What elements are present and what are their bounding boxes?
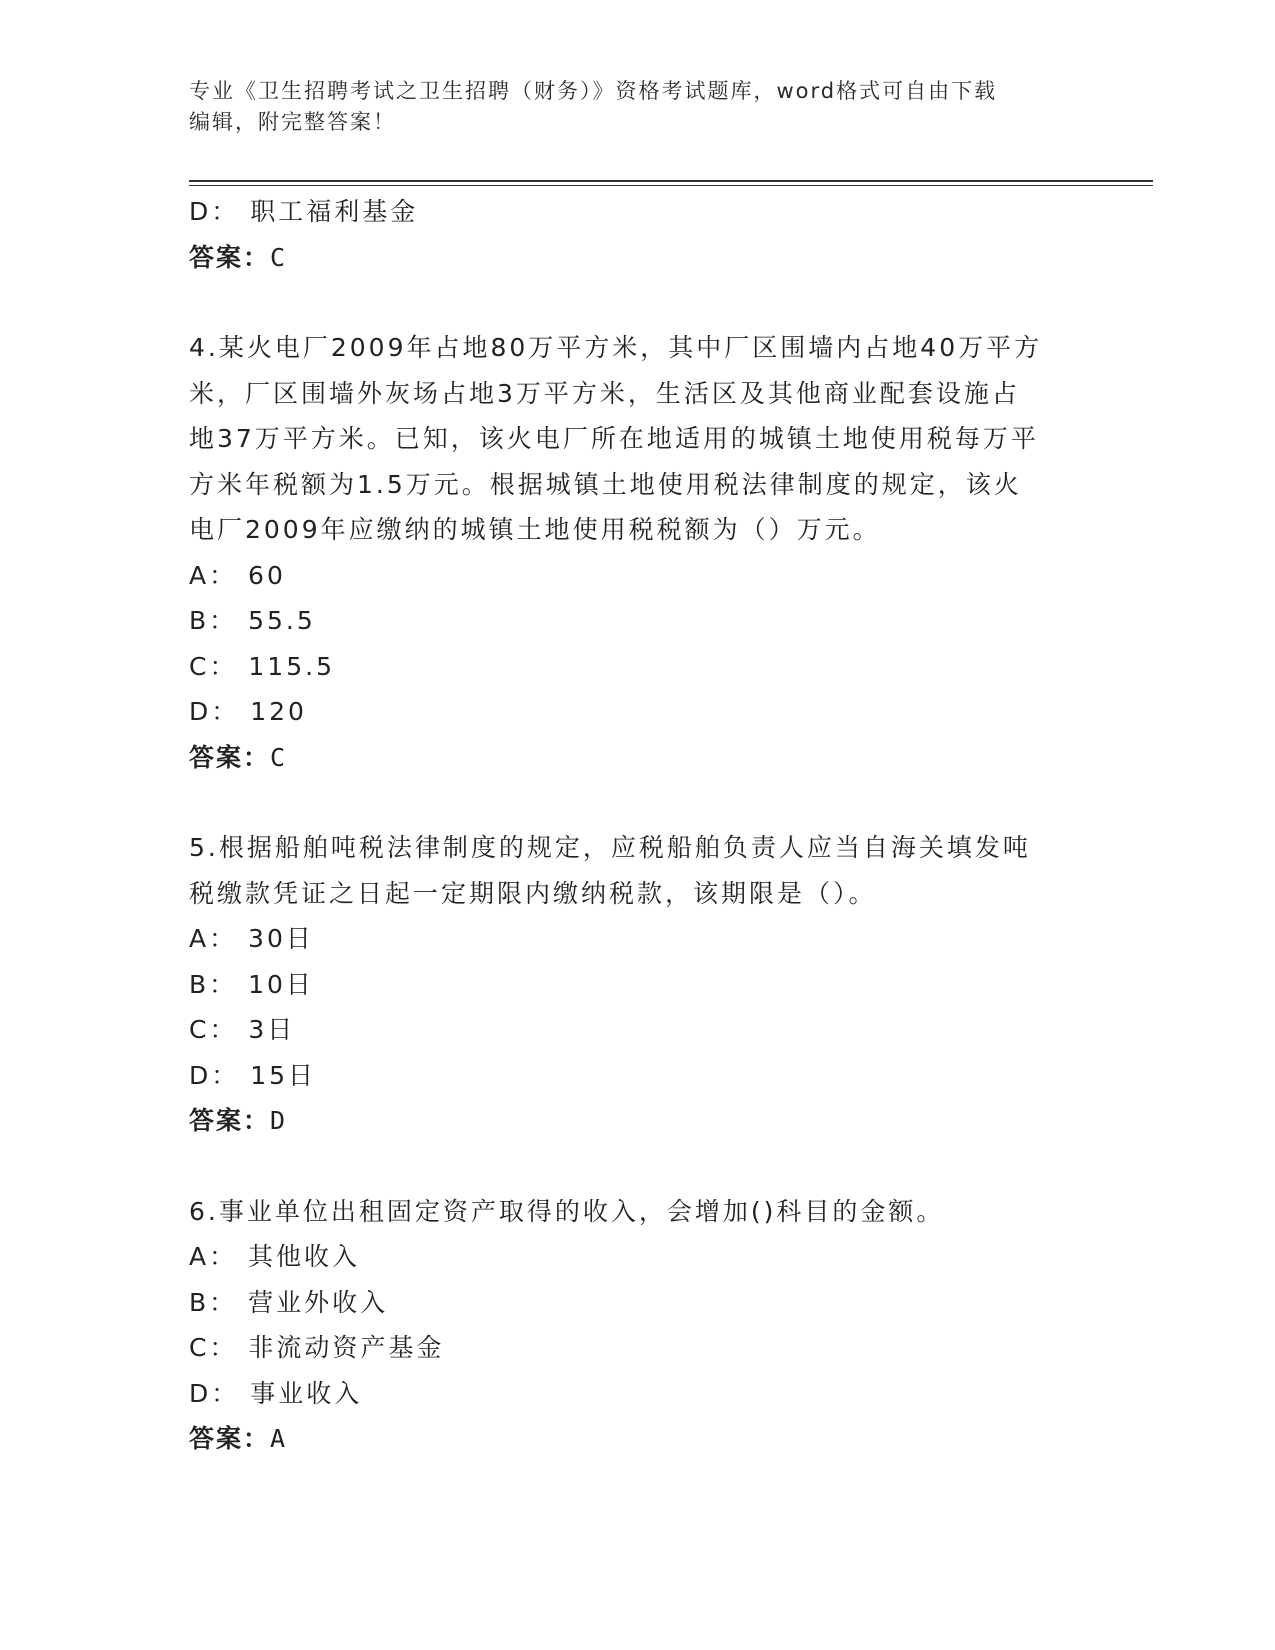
option-a: A： 60 xyxy=(189,560,286,590)
answer-line xyxy=(189,1416,1089,1462)
option-c: C： 非流动资产基金 xyxy=(189,1333,445,1362)
stem-line: 方米年税额为1.5万元。根据城镇土地使用税法律制度的规定，该火 xyxy=(189,469,1022,499)
answer-line xyxy=(189,235,1089,281)
answer-label: 答案： xyxy=(189,742,271,772)
stem-line: 电厂2009年应缴纳的城镇土地使用税税额为（）万元。 xyxy=(189,515,881,544)
answer-label: 答案： xyxy=(189,1424,271,1453)
option-a: A： 其他收入 xyxy=(189,1242,361,1271)
question-stem xyxy=(189,1189,1089,1235)
spacer xyxy=(189,280,1089,325)
option-b: B： 10日 xyxy=(189,969,314,999)
stem-line: 6.事业单位出租固定资产取得的收入，会增加()科目的金额。 xyxy=(189,1196,945,1226)
answer-value: C xyxy=(270,742,288,772)
spacer xyxy=(189,780,1089,825)
document-header xyxy=(189,76,1089,138)
answer-label: 答案： xyxy=(189,1106,271,1135)
header-line-1: 专业《卫生招聘考试之卫生招聘（财务）》资格考试题库，word格式可自由下载 xyxy=(189,79,998,103)
option-d: D： 120 xyxy=(189,697,307,726)
answer-value: C xyxy=(270,242,288,272)
question-5 xyxy=(189,825,1089,1144)
option-d: D： 15日 xyxy=(189,1060,317,1090)
question-stem xyxy=(189,825,1089,916)
option-c: C： 115.5 xyxy=(189,651,335,681)
question-content xyxy=(189,189,1089,1462)
answer-line xyxy=(189,1098,1089,1144)
answer-label: 答案： xyxy=(189,242,271,272)
option-b: B： 营业外收入 xyxy=(189,1287,389,1317)
answer-value: A xyxy=(270,1424,288,1453)
question-6 xyxy=(189,1189,1089,1462)
spacer xyxy=(189,1144,1089,1189)
stem-line: 税缴款凭证之日起一定期限内缴纳税款，该期限是（）。 xyxy=(189,878,877,908)
answer-line xyxy=(189,735,1089,781)
question-stem xyxy=(189,325,1089,553)
question-4 xyxy=(189,325,1089,780)
stem-line: 4.某火电厂2009年占地80万平方米，其中厂区围墙内占地40万平方 xyxy=(189,333,1043,362)
answer-value: D xyxy=(270,1106,288,1135)
header-divider-thick xyxy=(189,180,1153,182)
option-b: B： 55.5 xyxy=(189,606,316,635)
option-c: C： 3日 xyxy=(189,1015,296,1044)
stem-line: 米，厂区围墙外灰场占地3万平方米，生活区及其他商业配套设施占 xyxy=(189,378,1020,408)
stem-line: 地37万平方米。已知，该火电厂所在地适用的城镇土地使用税每万平 xyxy=(189,424,1039,453)
stem-line: 5.根据船舶吨税法律制度的规定，应税船舶负责人应当自海关填发吨 xyxy=(189,833,1031,862)
header-divider-thin xyxy=(189,185,1153,186)
header-line-2: 编辑，附完整答案！ xyxy=(189,110,396,134)
option-d: D： 职工福利基金 xyxy=(189,197,419,226)
option-a: A： 30日 xyxy=(189,924,314,953)
option-d: D： 事业收入 xyxy=(189,1378,363,1408)
